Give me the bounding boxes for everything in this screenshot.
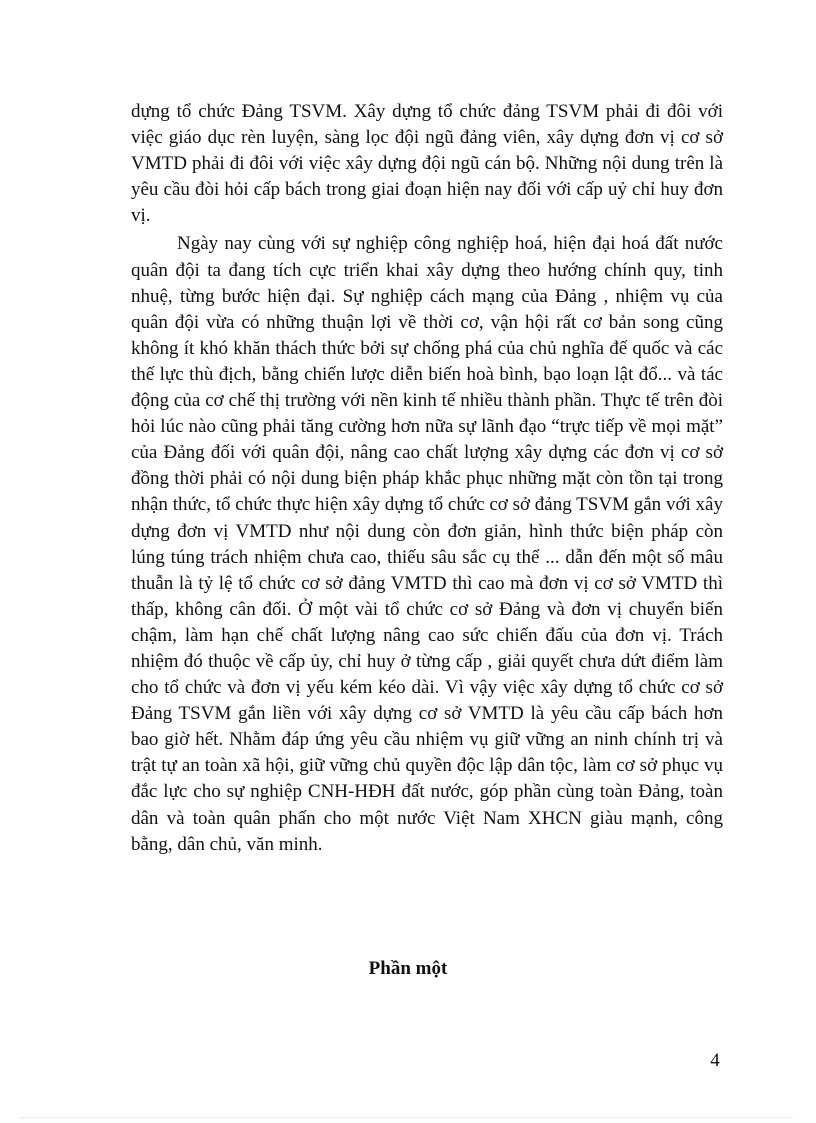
body-text bbox=[131, 99, 723, 858]
paragraph-body: Ngày nay cùng với sự nghiệp công nghiệp hoá, hiện đại hoá đất nước quân đội ta đang tích cực triển khai xây dựng theo hướng chính quy, tinh nhuệ, từng bước hiện đại. Sự nghiệp cách mạng của Đảng , nhiệm vụ của quân đội vừa có những thuận lợi về thời cơ, vận hội rất cơ bản song cũng không ít khó khăn thách thức bởi sự chống phá của chủ nghĩa đế quốc và các thế lực thù địch, bằng chiến lược diễn biến hoà bình, bạo loạn lật đổ... và tác động của cơ chế thị trường với nền kinh tế nhiều thành phần. Thực tế trên đòi hỏi lúc nào cũng phải tăng cường hơn nữa sự lãnh đạo “trực tiếp về mọi mặt” của Đảng đối với quân đội, nâng cao chất lượng xây dựng các đơn vị cơ sở đồng thời phải có nội dung biện pháp khắc phục những mặt còn tồn tại trong nhận thức, tổ chức thực hiện xây dựng tổ chức cơ sở đảng TSVM gắn với xây dựng đơn vị VMTD như nội dung còn đơn giản, hình thức biện pháp còn lúng túng trách nhiệm chưa cao, thiếu sâu sắc cụ thể ... dẫn đến một số mâu thuẫn là tỷ lệ tổ chức cơ sở đảng VMTD thì cao mà đơn vị cơ sở VMTD thì thấp, không cân đối. Ở một vài tổ chức cơ sở Đảng và đơn vị chuyển biến chậm, làm hạn chế chất lượng nâng cao sức chiến đấu của đơn vị. Trách nhiệm đó thuộc về cấp ủy, chỉ huy ở từng cấp , giải quyết chưa dứt điểm làm cho tổ chức và đơn vị yếu kém kéo dài. Vì vậy việc xây dựng tổ chức cơ sở Đảng TSVM gắn liền với xây dựng cơ sở VMTD là yêu cầu cấp bách hơn bao giờ hết. Nhằm đáp ứng yêu cầu nhiệm vụ giữ vững an ninh chính trị và trật tự an toàn xã hội, giữ vững chủ quyền độc lập dân tộc, làm cơ sở phục vụ đắc lực cho sự nghiệp CNH-HĐH đất nước, góp phần cùng toàn Đảng, toàn dân và toàn quân phấn cho một nước Việt Nam XHCN giàu mạnh, công bằng, dân chủ, văn minh. bbox=[131, 233, 723, 855]
page-bottom-divider bbox=[20, 1117, 796, 1118]
section-heading: Phần một bbox=[368, 958, 448, 979]
page-number: 4 bbox=[710, 1050, 720, 1071]
paragraph-continuation: dựng tổ chức Đảng TSVM. Xây dựng tổ chức đảng TSVM phải đi đôi với việc giáo dục rèn luyện, sàng lọc đội ngũ đảng viên, xây dựng đơn vị cơ sở VMTD phải đi đôi với việc xây dựng đội ngũ cán bộ. Những nội dung trên là yêu cầu đòi hỏi cấp bách trong giai đoạn hiện nay đối với cấp uỷ chỉ huy đơn vị. bbox=[131, 101, 723, 227]
